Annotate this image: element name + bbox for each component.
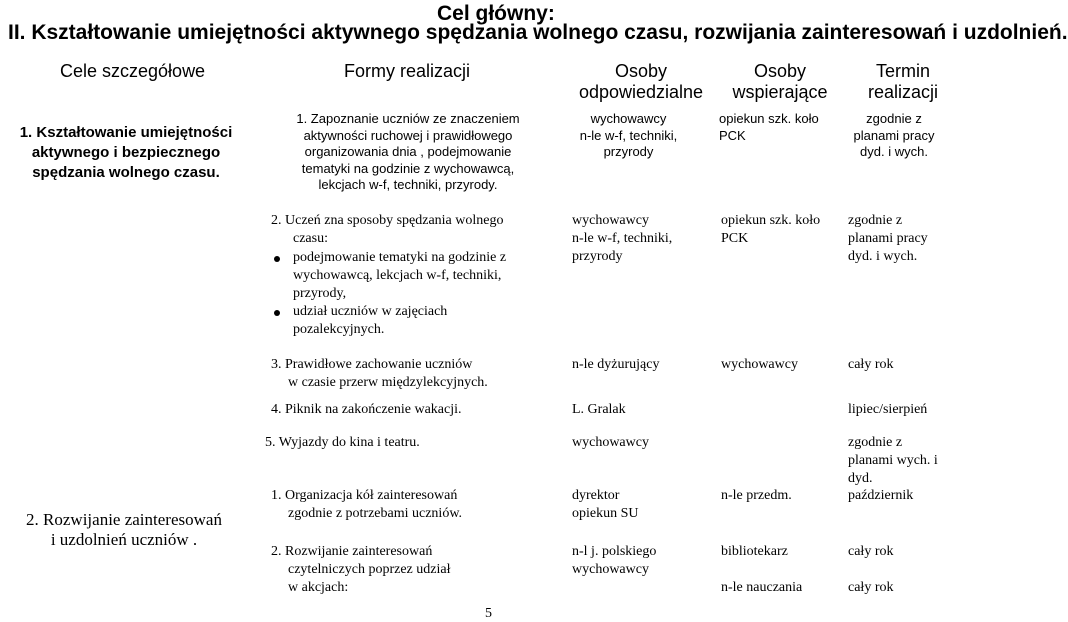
responsible-3: n-le dyżurujący xyxy=(572,357,660,372)
term-2: zgodnie z planami pracy dyd. i wych. xyxy=(848,213,928,264)
form-1: 1. Zapoznanie uczniów ze znaczeniem aktywności ruchowej i prawidłowego organizowania dnia , podejmowanie tematyki na godzinie z wychowawcą, lekcjach w-f, techniki, przyrody. xyxy=(296,111,520,192)
supporting-7-b: n-le nauczania xyxy=(721,580,803,595)
form-5: 5. Wyjazdy do kina i teatru. xyxy=(265,435,420,450)
term-6: październik xyxy=(848,488,914,503)
page-number: 5 xyxy=(485,606,492,621)
supporting-6: n-le przedm. xyxy=(721,488,792,503)
goal-2: 2. Rozwijanie zainteresowań i uzdolnień uczniów . xyxy=(26,510,222,549)
responsible-7: n-l j. polskiego wychowawcy xyxy=(572,544,657,577)
form-7: 2. Rozwijanie zainteresowań czytelniczych poprzez udział w akcjach: xyxy=(271,544,451,595)
supporting-2: opiekun szk. koło PCK xyxy=(721,213,821,246)
form-2-bullet-1: podejmowanie tematyki na godzinie z wychowawcą, lekcjach w-f, techniki, przyrody, xyxy=(293,250,507,301)
term-5: zgodnie z planami wych. i dyd. xyxy=(848,435,938,486)
header-forms: Formy realizacji xyxy=(344,61,471,81)
main-goal-text: II. Kształtowanie umiejętności aktywnego spędzania wolnego czasu, rozwijania zainteresowań i uzdolnień. xyxy=(8,21,1068,44)
term-7-a: cały rok xyxy=(848,544,894,559)
main-goal-label: Cel główny: xyxy=(437,2,555,25)
supporting-3: wychowawcy xyxy=(721,357,798,372)
header-responsible: Osoby odpowiedzialne xyxy=(578,61,704,102)
responsible-5: wychowawcy xyxy=(572,435,649,450)
supporting-7-a: bibliotekarz xyxy=(721,544,788,559)
bullet-icon xyxy=(274,256,280,262)
term-4: lipiec/sierpień xyxy=(848,402,928,417)
bullet-icon xyxy=(274,310,280,316)
header-supporting: Osoby wspierające xyxy=(732,61,828,102)
responsible-2: wychowawcy n-le w-f, techniki, przyrody xyxy=(572,213,673,264)
header-term: Termin realizacji xyxy=(867,61,939,102)
form-2-intro: 2. Uczeń zna sposoby spędzania wolnego czasu: xyxy=(271,213,504,246)
form-2-bullet-2: udział uczniów w zajęciach pozalekcyjnych. xyxy=(293,304,448,337)
term-7-b: cały rok xyxy=(848,580,894,595)
responsible-6: dyrektor opiekun SU xyxy=(572,488,639,521)
supporting-1: opiekun szk. koło PCK xyxy=(719,111,819,143)
term-1: zgodnie z planami pracy dyd. i wych. xyxy=(853,111,935,159)
form-6: 1. Organizacja kół zainteresowań zgodnie z potrzebami uczniów. xyxy=(271,488,463,521)
responsible-4: L. Gralak xyxy=(572,402,626,417)
header-specific-goals: Cele szczegółowe xyxy=(60,61,206,81)
form-4: 4. Piknik na zakończenie wakacji. xyxy=(271,402,462,417)
responsible-1: wychowawcy n-le w-f, techniki, przyrody xyxy=(579,111,678,159)
goal-1: 1. Kształtowanie umiejętności aktywnego i bezpiecznego spędzania wolnego czasu. xyxy=(19,124,233,181)
form-3: 3. Prawidłowe zachowanie uczniów w czasie przerw międzylekcyjnych. xyxy=(271,357,488,390)
term-3: cały rok xyxy=(848,357,894,372)
